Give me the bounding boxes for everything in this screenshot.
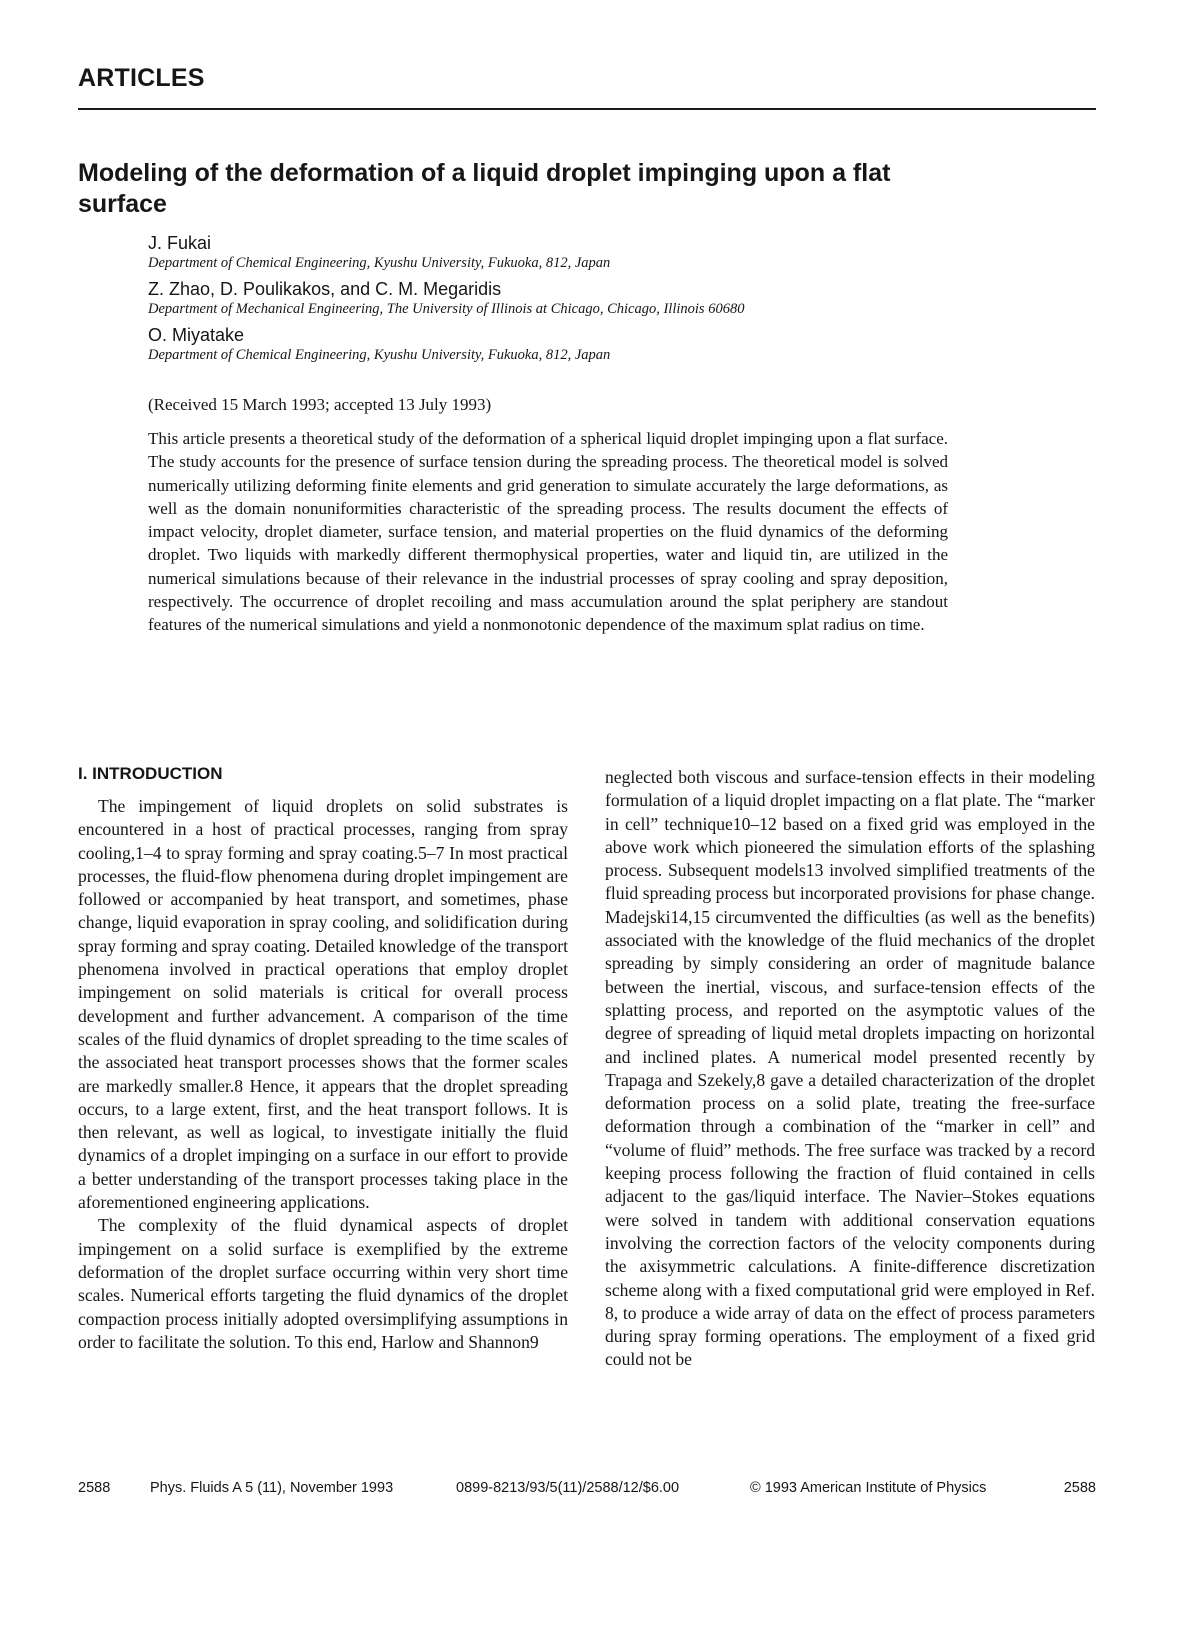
article-title: Modeling of the deformation of a liquid droplet impinging upon a flat surface [78,159,891,218]
intro-heading: I. INTRODUCTION [78,764,223,783]
left-column [78,763,568,1354]
page-number-right: 2588 [1063,1480,1096,1496]
author-affiliation: Department of Mechanical Engineering, The University of Illinois at Chicago, Chicago, Illinois 60680 [148,301,745,317]
article-code: 0899-8213/93/5(11)/2588/12/$6.00 [456,1480,680,1496]
page-footer [78,1480,1096,1500]
section-header: ARTICLES [78,64,205,92]
body-paragraph: neglected both viscous and surface-tension effects in their modeling formulation of a liquid droplet impacting on a flat plate. The “marker in cell” technique10–12 based on a fixed grid was employed in the above work which pioneered the simulation efforts of the splashing process. Subsequent models13 involved simplified treatments of the fluid spreading process but incorporated provisions for phase change. Madejski14,15 circumvented the difficulties (as well as the benefits) associated with the knowledge of the fluid mechanics of the droplet spreading by simply considering an order of magnitude balance between the inertial, viscous, and surface-tension effects of the splatting process, and reported on the asymptotic values of the degree of spreading of liquid metal droplets impacting on horizontal and inclined plates. A numerical model presented recently by Trapaga and Szekely,8 gave a detailed characterization of the droplet deformation process on a solid plate, treating the free-surface deformation through a combination of the “marker in cell” and “volume of fluid” methods. The free surface was tracked by a record keeping process following the fraction of fluid contained in cells adjacent to the gas/liquid interface. The Navier–Stokes equations were solved in tandem with additional conservation equations involving the correction factors of the velocity components during the axisymmetric calculations. A finite-difference discretization scheme along with a fixed computational grid were employed in Ref. 8, to produce a wide array of data on the effect of process parameters during spray forming operations. The employment of a fixed grid could not be [605,767,1095,1370]
author-names: Z. Zhao, D. Poulikakos, and C. M. Megaridis [148,279,502,299]
body-paragraph: The impingement of liquid droplets on solid substrates is encountered in a host of practical processes, ranging from spray cooling,1–4 to spray forming and spray coating.5–7 In most practical processes, the fluid-flow phenomena during droplet impingement are followed or accompanied by heat transport, and sometimes, phase change, liquid evaporation in spray cooling, and solidification during spray forming and spray coating. Detailed knowledge of the transport phenomena involved in practical operations that employ droplet impingement on solid materials is critical for overall process development and further advancement. A comparison of the time scales of the fluid dynamics of droplet spreading to the time scales of the associated heat transport processes shows that the former scales are markedly smaller.8 Hence, it appears that the droplet spreading occurs, to a large extent, first, and the heat transport follows. It is then relevant, as well as logical, to investigate initially the fluid dynamics of a droplet impinging on a surface in our effort to provide a better understanding of the transport processes taking place in the aforementioned engineering applications. [78,796,568,1213]
author-names: O. Miyatake [148,325,245,345]
abstract: This article presents a theoretical study of the deformation of a spherical liquid droplet impinging upon a flat surface. The study accounts for the presence of surface tension during the spreading process. The theoretical model is solved numerically utilizing deforming finite elements and grid generation to simulate accurately the large deformations, as well as the domain nonuniformities characteristic of the spreading process. The results document the effects of impact velocity, droplet diameter, surface tension, and material properties on the fluid dynamics of the deforming droplet. Two liquids with markedly different thermophysical properties, water and liquid tin, are utilized in the numerical simulations because of their relevance in the industrial processes of spray cooling and spray deposition, respectively. The occurrence of droplet recoiling and mass accumulation around the splat periphery are standout features of the numerical simulations and yield a nonmonotonic dependence of the maximum splat radius on time. [148,429,948,635]
page-number-left: 2588 [78,1480,111,1496]
copyright-notice: © 1993 American Institute of Physics [750,1480,987,1496]
right-column [605,766,1095,1372]
author-affiliation: Department of Chemical Engineering, Kyushu University, Fukuoka, 812, Japan [148,255,611,271]
author-block [148,278,1098,319]
author-block [148,324,1098,365]
author-names: J. Fukai [148,233,212,253]
header-rule [78,108,1096,110]
body-paragraph: The complexity of the fluid dynamical aspects of droplet impingement on a solid surface is exemplified by the extreme deformation of the droplet surface occurring within very short time scales. Numerical efforts targeting the fluid dynamics of the droplet compaction process initially adopted oversimplifying assumptions in order to facilitate the solution. To this end, Harlow and Shannon9 [78,1215,568,1352]
author-block [148,232,1098,273]
author-list [148,232,1098,370]
author-affiliation: Department of Chemical Engineering, Kyushu University, Fukuoka, 812, Japan [148,347,611,363]
received-dates: (Received 15 March 1993; accepted 13 July 1993) [148,395,492,414]
journal-citation: Phys. Fluids A 5 (11), November 1993 [150,1480,394,1496]
